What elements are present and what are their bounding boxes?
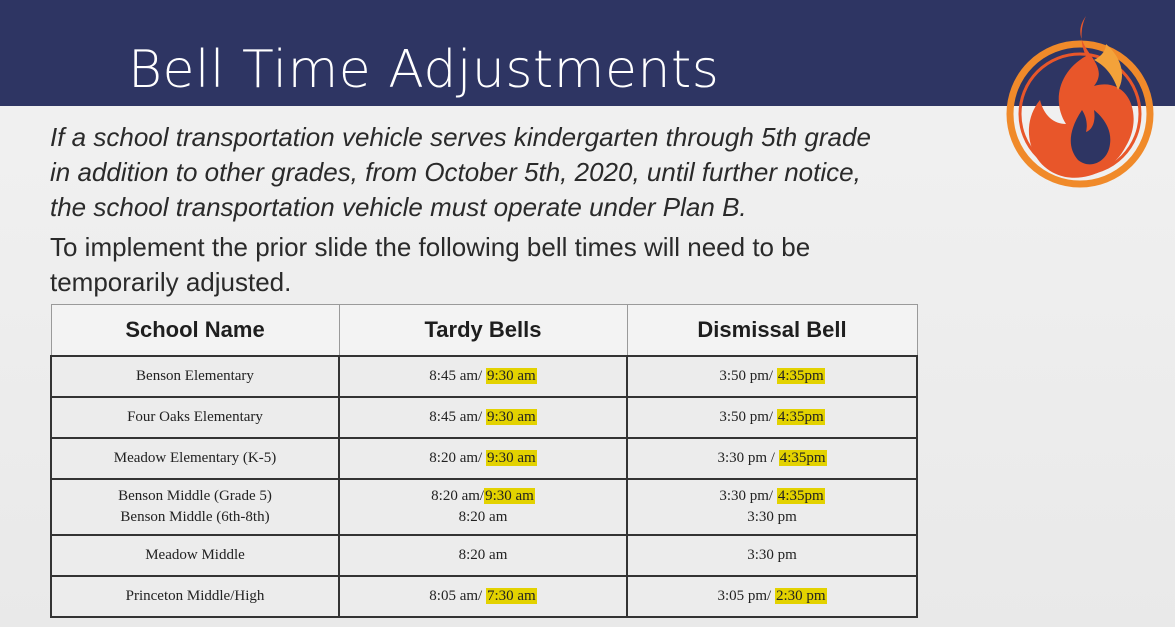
adjusted-time-highlight: 2:30 pm (775, 588, 826, 604)
dismissal-bell-cell (627, 438, 917, 479)
original-time: 3:30 pm (747, 547, 797, 563)
original-time: 3:30 pm/ (719, 488, 777, 504)
school-name-cell (51, 356, 339, 397)
time-line (629, 545, 915, 566)
tardy-bell-cell (339, 438, 627, 479)
dismissal-bell-cell (627, 576, 917, 617)
dismissal-bell-cell (627, 397, 917, 438)
original-time: 8:05 am/ (429, 588, 486, 604)
original-time: 3:50 pm/ (719, 409, 777, 425)
bell-times-table (50, 304, 918, 618)
table-header-row (51, 305, 917, 357)
time-line (341, 586, 625, 607)
column-header-dismissal: Dismissal Bell (627, 305, 917, 357)
adjusted-time-highlight: 7:30 am (486, 588, 536, 604)
adjusted-time-highlight: 4:35pm (777, 488, 824, 504)
school-name: Benson Middle (6th-8th) (120, 509, 270, 525)
time-line (341, 366, 625, 387)
school-name-cell (51, 479, 339, 535)
flame-logo-icon (994, 6, 1164, 202)
time-line (629, 586, 915, 607)
adjusted-time-highlight: 9:30 am (485, 488, 534, 504)
school-name-cell (51, 438, 339, 479)
school-name: Benson Elementary (136, 368, 254, 384)
policy-line: If a school transportation vehicle serves kindergarten through 5th grade (50, 122, 871, 152)
adjusted-time-highlight: 4:35pm (777, 368, 824, 384)
slide-title: Bell Time Adjustments (128, 40, 720, 100)
school-name: Four Oaks Elementary (127, 409, 263, 425)
original-time: 8:20 am (458, 547, 508, 563)
table-row (51, 535, 917, 576)
time-line (629, 407, 915, 428)
school-name-cell (51, 535, 339, 576)
adjusted-time-highlight: 9:30 am (486, 368, 536, 384)
table-row (51, 438, 917, 479)
time-line (341, 407, 625, 428)
policy-line: the school transportation vehicle must operate under Plan B. (50, 192, 747, 222)
intro-line: To implement the prior slide the following bell times will need to be (50, 232, 811, 262)
adjusted-time-highlight: 9:30 am (486, 450, 536, 466)
school-name-cell (51, 576, 339, 617)
intro-line: temporarily adjusted. (50, 267, 292, 297)
original-time: 3:05 pm/ (717, 588, 775, 604)
tardy-bell-cell (339, 576, 627, 617)
time-line (629, 507, 915, 528)
column-header-tardy: Tardy Bells (339, 305, 627, 357)
tardy-bell-cell (339, 535, 627, 576)
original-time: 8:45 am/ (429, 409, 486, 425)
time-line (629, 486, 915, 507)
dismissal-bell-cell (627, 479, 917, 535)
table-body (51, 356, 917, 617)
table-row (51, 479, 917, 535)
school-name: Princeton Middle/High (125, 588, 265, 604)
time-line (341, 448, 625, 469)
table-row (51, 356, 917, 397)
adjusted-time-highlight: 9:30 am (486, 409, 536, 425)
tardy-bell-cell (339, 479, 627, 535)
tardy-bell-cell (339, 397, 627, 438)
school-name-cell (51, 397, 339, 438)
time-line (629, 366, 915, 387)
school-name: Meadow Middle (145, 547, 245, 563)
school-name: Meadow Elementary (K-5) (113, 450, 277, 466)
time-line (629, 448, 915, 469)
policy-statement (50, 120, 950, 225)
time-line (341, 486, 625, 507)
original-time: 8:20 am/ (429, 450, 486, 466)
dismissal-bell-cell (627, 535, 917, 576)
policy-line: in addition to other grades, from October 5th, 2020, until further notice, (50, 157, 861, 187)
original-time: 8:20 am (458, 509, 508, 525)
table-row (51, 576, 917, 617)
original-time: 3:30 pm / (717, 450, 779, 466)
column-header-school: School Name (51, 305, 339, 357)
time-line (341, 545, 625, 566)
dismissal-bell-cell (627, 356, 917, 397)
adjusted-time-highlight: 4:35pm (777, 409, 824, 425)
time-line (341, 507, 625, 528)
original-time: 8:20 am/ (431, 488, 485, 504)
original-time: 3:30 pm (747, 509, 797, 525)
tardy-bell-cell (339, 356, 627, 397)
original-time: 8:45 am/ (429, 368, 486, 384)
school-name: Benson Middle (Grade 5) (118, 488, 272, 504)
intro-statement (50, 230, 950, 300)
table-row (51, 397, 917, 438)
adjusted-time-highlight: 4:35pm (779, 450, 826, 466)
original-time: 3:50 pm/ (719, 368, 777, 384)
